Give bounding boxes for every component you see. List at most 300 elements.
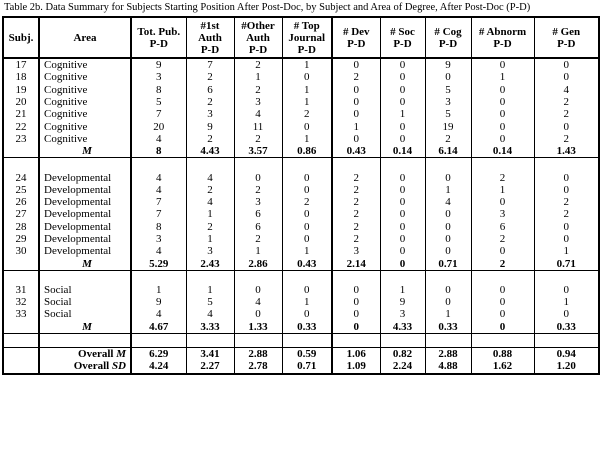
table-cell: Cognitive [39, 133, 131, 145]
mean-cell: 4.33 [380, 321, 425, 334]
table-cell: 9 [425, 58, 471, 71]
mean-cell: 0.43 [282, 257, 332, 270]
table-cell: 0 [534, 233, 599, 245]
table-cell: 4 [425, 196, 471, 208]
mean-cell: 0.43 [332, 145, 380, 158]
table-cell: 2 [234, 233, 282, 245]
table-row [3, 184, 599, 196]
table-cell: 0 [380, 120, 425, 132]
overall-stat-row [3, 347, 599, 360]
mean-cell: M [39, 321, 131, 334]
table-cell: 7 [131, 108, 186, 120]
table-row [3, 58, 599, 71]
column-header-line: Auth [246, 32, 270, 44]
mean-cell: 5.29 [131, 257, 186, 270]
overall-cell: 4.24 [131, 360, 186, 373]
column-header-line: Tot. Pub. [137, 26, 181, 38]
column-header-line: P-D [297, 44, 316, 56]
column-header-line: P-D [557, 38, 576, 50]
overall-label [39, 360, 131, 373]
column-header-line: P-D [438, 38, 458, 50]
table-row [3, 196, 599, 208]
table-row [3, 284, 599, 296]
table-cell: 20 [131, 120, 186, 132]
overall-cell: 1.20 [534, 360, 599, 373]
table-cell: 3 [380, 308, 425, 320]
table-row [3, 108, 599, 120]
table-cell: 0 [380, 96, 425, 108]
table-cell: 1 [234, 71, 282, 83]
table-cell: 0 [234, 308, 282, 320]
table-cell: 0 [282, 71, 332, 83]
overall-cell: 0.82 [380, 347, 425, 360]
table-cell: 5 [425, 108, 471, 120]
overall-cell: 2.88 [425, 347, 471, 360]
mean-cell: 2.14 [332, 257, 380, 270]
table-cell: 7 [131, 196, 186, 208]
overall-cell: 4.88 [425, 360, 471, 373]
column-header [131, 17, 186, 58]
table-cell: 0 [282, 208, 332, 220]
table-cell: 9 [380, 296, 425, 308]
table-cell: 29 [3, 233, 39, 245]
table-cell: 0 [425, 208, 471, 220]
table-cell: Cognitive [39, 71, 131, 83]
table-cell: 0 [380, 184, 425, 196]
table-cell: 2 [332, 196, 380, 208]
overall-stat-symbol: M [116, 348, 126, 361]
table-cell: 0 [234, 284, 282, 296]
table-cell: 2 [332, 184, 380, 196]
overall-cell: 2.78 [234, 360, 282, 373]
table-cell: Developmental [39, 208, 131, 220]
mean-cell: 0.33 [425, 321, 471, 334]
table-cell: 0 [380, 233, 425, 245]
mean-cell: 0.86 [282, 145, 332, 158]
table-cell: 0 [380, 196, 425, 208]
table-cell: 0 [380, 84, 425, 96]
table-cell: 0 [234, 171, 282, 183]
table-cell: 28 [3, 221, 39, 233]
group-mean-row [3, 321, 599, 334]
table-cell: 4 [186, 171, 234, 183]
table-cell: Social [39, 308, 131, 320]
mean-cell: M [39, 145, 131, 158]
table-cell: 0 [380, 245, 425, 257]
table-cell: 1 [282, 245, 332, 257]
group-spacer [3, 158, 599, 172]
table-cell: 0 [534, 58, 599, 71]
mean-cell: 2.43 [186, 257, 234, 270]
table-cell: 0 [534, 171, 599, 183]
table-cell: 5 [425, 84, 471, 96]
table-cell: 21 [3, 108, 39, 120]
table-cell: 1 [471, 71, 534, 83]
mean-cell: 1.43 [534, 145, 599, 158]
table-row [3, 233, 599, 245]
table-cell: 4 [234, 296, 282, 308]
table-cell: 4 [131, 308, 186, 320]
group-mean-row [3, 145, 599, 158]
table-cell: 3 [471, 208, 534, 220]
overall-cell: 0.59 [282, 347, 332, 360]
table-cell: 0 [534, 71, 599, 83]
table-cell: 3 [186, 108, 234, 120]
table-cell: 0 [380, 58, 425, 71]
table-cell: 2 [234, 84, 282, 96]
column-header [425, 17, 471, 58]
table-cell: 0 [332, 96, 380, 108]
mean-cell: 0.33 [534, 321, 599, 334]
overall-stat-row [3, 360, 599, 373]
column-header [234, 17, 282, 58]
table-cell: 0 [471, 196, 534, 208]
mean-cell: 3.33 [186, 321, 234, 334]
table-cell: Developmental [39, 221, 131, 233]
table-cell: 1 [282, 84, 332, 96]
table-cell: 4 [131, 133, 186, 145]
table-cell: 3 [186, 245, 234, 257]
table-cell: 3 [332, 245, 380, 257]
table-cell: 8 [131, 84, 186, 96]
table-cell: 24 [3, 171, 39, 183]
table-cell: 3 [234, 196, 282, 208]
group-mean-row [3, 257, 599, 270]
table-cell: 0 [471, 84, 534, 96]
table-cell: 4 [186, 196, 234, 208]
table-cell: 6 [471, 221, 534, 233]
overall-cell: 1.62 [471, 360, 534, 373]
table-cell: 0 [332, 133, 380, 145]
mean-cell: 0 [380, 257, 425, 270]
table-cell: 0 [471, 108, 534, 120]
table-cell: Cognitive [39, 108, 131, 120]
table-cell: 0 [471, 58, 534, 71]
table-cell: 19 [3, 84, 39, 96]
table-cell: 6 [186, 84, 234, 96]
table-cell: 0 [425, 233, 471, 245]
table-cell: 0 [380, 221, 425, 233]
table-cell: 0 [425, 296, 471, 308]
mean-cell: 0.14 [380, 145, 425, 158]
table-cell: 1 [471, 184, 534, 196]
table-cell: 0 [332, 108, 380, 120]
table-cell: 1 [380, 284, 425, 296]
table-cell: 0 [282, 171, 332, 183]
column-header-line: P-D [393, 38, 412, 50]
table-cell: 2 [282, 108, 332, 120]
column-header [380, 17, 425, 58]
table-cell: 1 [186, 208, 234, 220]
table-row [3, 208, 599, 220]
table-cell: 0 [380, 208, 425, 220]
table-cell: 0 [380, 171, 425, 183]
table-cell: Developmental [39, 233, 131, 245]
table-cell: 19 [425, 120, 471, 132]
table-cell: 0 [332, 296, 380, 308]
mean-cell: 3.57 [234, 145, 282, 158]
table-cell: Cognitive [39, 96, 131, 108]
mean-cell: 2 [471, 257, 534, 270]
table-cell: 4 [186, 308, 234, 320]
table-cell: 2 [234, 184, 282, 196]
table-cell: 2 [234, 133, 282, 145]
table-cell: 8 [131, 221, 186, 233]
table-cell: 1 [282, 58, 332, 71]
table-cell: Social [39, 296, 131, 308]
table-row [3, 221, 599, 233]
table-cell: 4 [534, 84, 599, 96]
table-cell: 0 [282, 284, 332, 296]
mean-cell: 4.67 [131, 321, 186, 334]
table-cell: 32 [3, 296, 39, 308]
column-header-line: # Abnorm [478, 26, 527, 38]
table-cell: 33 [3, 308, 39, 320]
table-row [3, 120, 599, 132]
column-header-line: P-D [149, 38, 168, 50]
overall-cell: 0.94 [534, 347, 599, 360]
table-cell: 2 [282, 196, 332, 208]
mean-cell: 0.71 [534, 257, 599, 270]
table-row [3, 84, 599, 96]
column-header-line: # Top [293, 20, 320, 32]
table-cell: 18 [3, 71, 39, 83]
table-cell: 2 [534, 108, 599, 120]
table-cell: 0 [471, 284, 534, 296]
table-cell: 1 [282, 133, 332, 145]
column-header-line: Journal [288, 32, 326, 44]
table-cell: 2 [186, 133, 234, 145]
table-cell: 1 [380, 108, 425, 120]
column-header-line: P-D [347, 38, 366, 50]
table-cell: 3 [131, 71, 186, 83]
table-cell: Developmental [39, 184, 131, 196]
column-header-line: P-D [493, 38, 512, 50]
overall-cell: 2.24 [380, 360, 425, 373]
table-cell: 11 [234, 120, 282, 132]
table-cell: 4 [234, 108, 282, 120]
overall-label-text: Overall [73, 360, 110, 373]
overall-cell: 1.06 [332, 347, 380, 360]
table-cell: 4 [131, 184, 186, 196]
table-row [3, 245, 599, 257]
table-cell: Social [39, 284, 131, 296]
table-cell: 6 [234, 221, 282, 233]
table-cell: 2 [332, 71, 380, 83]
table-cell: 3 [234, 96, 282, 108]
table-cell: 0 [534, 184, 599, 196]
table-cell: 1 [332, 120, 380, 132]
table-cell: 0 [471, 308, 534, 320]
table-cell: 0 [471, 133, 534, 145]
table-cell: 4 [131, 245, 186, 257]
overall-cell: 2.27 [186, 360, 234, 373]
column-header [282, 17, 332, 58]
overall-cell: 2.88 [234, 347, 282, 360]
table-cell: 0 [282, 120, 332, 132]
header-row [3, 17, 599, 58]
mean-cell: 8 [131, 145, 186, 158]
column-header-line: #Other [241, 20, 275, 32]
table-row [3, 96, 599, 108]
table-cell: 20 [3, 96, 39, 108]
column-header-line: P-D [248, 44, 268, 56]
table-cell: 2 [332, 208, 380, 220]
table-row [3, 133, 599, 145]
column-header [3, 17, 39, 58]
table-row [3, 71, 599, 83]
table-cell: 0 [282, 184, 332, 196]
table-cell: 2 [332, 221, 380, 233]
table-cell: 1 [234, 245, 282, 257]
table-cell: 7 [131, 208, 186, 220]
table-cell: 26 [3, 196, 39, 208]
mean-cell: 0.33 [282, 321, 332, 334]
column-header-line: Area [73, 32, 97, 44]
table-cell: 17 [3, 58, 39, 71]
column-header [534, 17, 599, 58]
table-cell: 2 [425, 133, 471, 145]
table-cell: 2 [534, 133, 599, 145]
table-cell: 5 [131, 96, 186, 108]
table-cell: 1 [534, 296, 599, 308]
table-cell: 2 [186, 221, 234, 233]
table-cell: 0 [471, 296, 534, 308]
table-cell: 22 [3, 120, 39, 132]
table-cell: 2 [534, 208, 599, 220]
table-cell: 2 [234, 58, 282, 71]
mean-cell: 0.71 [425, 257, 471, 270]
table-cell: 0 [471, 245, 534, 257]
table-cell: 2 [186, 96, 234, 108]
table-cell: 2 [186, 184, 234, 196]
data-summary-table [2, 16, 600, 375]
overall-label [39, 347, 131, 360]
table-cell: 1 [186, 233, 234, 245]
table-cell: 0 [425, 221, 471, 233]
table-cell: 0 [534, 221, 599, 233]
table-cell: 0 [425, 171, 471, 183]
table-caption: Table 2b. Data Summary for Subjects Starting Position After Post-Doc, by Subject and Area of Degree, After Post-Doc (P-D) [4, 2, 531, 13]
table-cell: 1 [282, 96, 332, 108]
table-row [3, 308, 599, 320]
table-cell: 7 [186, 58, 234, 71]
table-cell: 5 [186, 296, 234, 308]
column-header-line: # Dev [342, 26, 370, 38]
table-cell: 0 [471, 120, 534, 132]
table-row [3, 296, 599, 308]
mean-cell: 6.14 [425, 145, 471, 158]
table-cell: 0 [534, 308, 599, 320]
table-cell: 1 [186, 284, 234, 296]
table-cell: 6 [234, 208, 282, 220]
overall-cell: 0.88 [471, 347, 534, 360]
column-header-line: P-D [200, 44, 220, 56]
table-cell: 30 [3, 245, 39, 257]
mean-cell: 0.14 [471, 145, 534, 158]
mean-cell: 0 [332, 321, 380, 334]
table-cell: 27 [3, 208, 39, 220]
table-cell: 4 [131, 171, 186, 183]
mean-cell: 1.33 [234, 321, 282, 334]
table-cell: 3 [425, 96, 471, 108]
overall-label-text: Overall [78, 348, 114, 361]
table-cell: 2 [534, 196, 599, 208]
column-header-line: # Cog [434, 26, 462, 38]
mean-cell: 0 [471, 321, 534, 334]
table-cell: 2 [534, 96, 599, 108]
table-cell: 0 [332, 308, 380, 320]
table-cell: 2 [471, 171, 534, 183]
table-cell: 1 [425, 308, 471, 320]
overall-stat-symbol: SD [111, 360, 126, 373]
table-row [3, 171, 599, 183]
table-cell: Developmental [39, 245, 131, 257]
mean-cell: M [39, 257, 131, 270]
table-cell: 0 [282, 233, 332, 245]
table-cell: 9 [186, 120, 234, 132]
table-cell: 23 [3, 133, 39, 145]
column-header-line: # Soc [390, 26, 415, 38]
table-cell: 1 [282, 296, 332, 308]
group-spacer [3, 270, 599, 284]
table-cell: 0 [534, 284, 599, 296]
column-header-line: #1st [200, 20, 220, 32]
overall-cell: 1.09 [332, 360, 380, 373]
table-cell: 0 [534, 120, 599, 132]
table-cell: 0 [380, 133, 425, 145]
column-header [332, 17, 380, 58]
column-header-line: # Gen [552, 26, 581, 38]
group-spacer [3, 333, 599, 347]
table-cell: 2 [471, 233, 534, 245]
table-cell: 0 [282, 308, 332, 320]
overall-cell: 3.41 [186, 347, 234, 360]
table-cell: 0 [332, 84, 380, 96]
table-cell: 9 [131, 58, 186, 71]
table-cell: Developmental [39, 171, 131, 183]
table-cell: 1 [534, 245, 599, 257]
table-cell: Cognitive [39, 84, 131, 96]
table-cell: 0 [425, 245, 471, 257]
table-cell: 0 [332, 284, 380, 296]
overall-cell: 6.29 [131, 347, 186, 360]
table-cell: 31 [3, 284, 39, 296]
table-cell: 0 [282, 221, 332, 233]
table-cell: 2 [332, 171, 380, 183]
table-cell: Developmental [39, 196, 131, 208]
table-cell: 25 [3, 184, 39, 196]
table-cell: 2 [186, 71, 234, 83]
table-cell: 1 [425, 184, 471, 196]
column-header [471, 17, 534, 58]
mean-cell: 2.86 [234, 257, 282, 270]
table-cell: 2 [332, 233, 380, 245]
mean-cell: 4.43 [186, 145, 234, 158]
table-cell: Cognitive [39, 58, 131, 71]
overall-cell: 0.71 [282, 360, 332, 373]
table-cell: 9 [131, 296, 186, 308]
column-header [39, 17, 131, 58]
column-header-line: Auth [198, 32, 222, 44]
table-cell: 3 [131, 233, 186, 245]
table-cell: 0 [471, 96, 534, 108]
column-header-line: Subj. [8, 32, 34, 44]
column-header [186, 17, 234, 58]
table-cell: 0 [425, 71, 471, 83]
table-cell: Cognitive [39, 120, 131, 132]
table-cell: 1 [131, 284, 186, 296]
